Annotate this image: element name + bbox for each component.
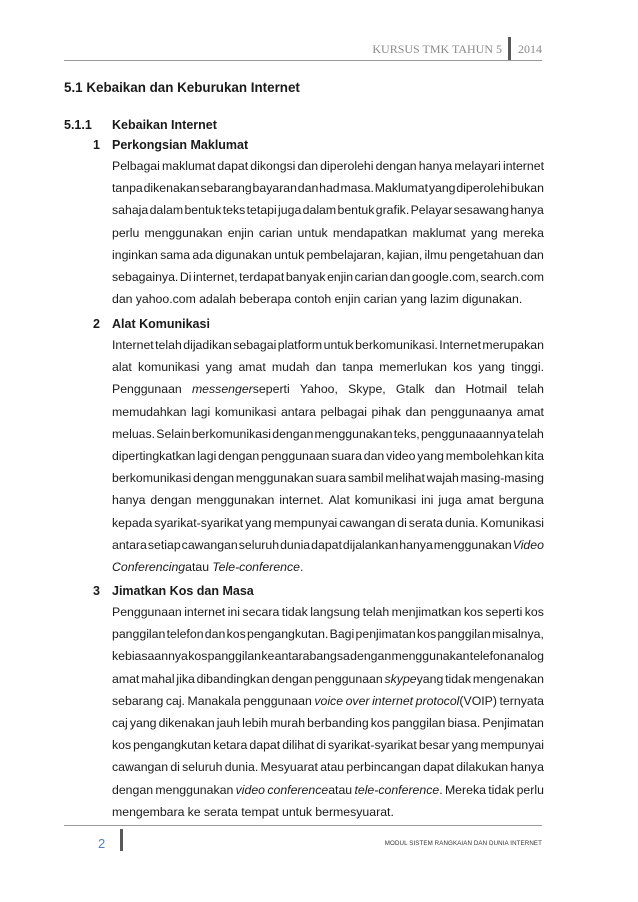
text-line: meluas. Selain berkomunikasi dengan menggunakan teks, penggunaaannya telah (112, 426, 544, 441)
text-line: inginkan sama ada digunakan untuk pembelajaran, kajian, ilmu pengetahuan dan (112, 247, 544, 262)
text-line: kebiasaannya kos panggilan ke antarabangsa dengan menggunakan telefon analog (112, 649, 544, 664)
footer-rule (64, 825, 542, 826)
text-line: tanpa dikenakan sebarang bayaran dan had masa. Maklumat yang diperolehi bukan (112, 181, 544, 196)
header-year: 2014 (518, 41, 542, 56)
list-item (64, 135, 544, 310)
item-heading (64, 135, 544, 155)
text-line: Pelbagai maklumat dapat dikongsi dan diperolehi dengan hanya melayari internet (112, 159, 544, 173)
header-rule (64, 60, 542, 61)
section-heading: 5.1 Kebaikan dan Keburukan Internet (64, 80, 300, 95)
text-line: mengembara ke serata tempat untuk bermesyuarat. (112, 804, 394, 819)
item-title: Jimatkan Kos dan Masa (112, 584, 254, 598)
text-line: sebagainya. Di internet, terdapat banyak enjin carian dan google.com, search.com (112, 269, 544, 284)
list-item (64, 581, 544, 823)
text-line: amat mahal jika dibandingkan dengan penggunaan skypeyang tidak mengenakan (112, 671, 544, 686)
item-title: Alat Komunikasi (112, 317, 210, 331)
paragraph (112, 155, 544, 310)
text-line: panggilan telefon dan kos pengangkutan. Bagi penjimatan kos panggilan misalnya, (112, 627, 544, 642)
text-line: dan yahoo.com adalah beberapa contoh enjin carian yang lazim digunakan. (112, 292, 523, 307)
page-number: 2 (98, 836, 106, 851)
paragraph (112, 334, 544, 578)
text-line: sebarang caj. Manakala penggunaan voice over internet protocol(VOIP) ternyata (112, 693, 544, 708)
header-title: KURSUS TMK TAHUN 5 (372, 41, 502, 56)
subsection-heading (64, 118, 217, 132)
text-line: Conferencingatau Tele-conference. (112, 559, 304, 574)
page-header (372, 38, 542, 60)
text-line: berkomunikasi dengan menggunakan suara sambil melihat wajah masing-masing (112, 471, 544, 486)
list-item (64, 314, 544, 578)
text-line: Penggunaan internet ini secara tidak langsung telah menjimatkan kos seperti kos (112, 605, 544, 619)
text-line: perlu menggunakan enjin carian untuk mendapatkan maklumat yang mereka (112, 225, 544, 240)
text-line: caj yang dikenakan jauh lebih murah berbanding kos panggilan biasa. Penjimatan (112, 715, 544, 730)
text-line: dengan menggunakan video conferenceatau tele-conference. Mereka tidak perlu (112, 782, 544, 797)
text-line: hanya dengan menggunakan internet. Alat komunikasi ini juga amat berguna (112, 493, 544, 508)
text-line: Internet telah dijadikan sebagai platform untuk berkomunikasi. Internet merupakan (112, 338, 544, 352)
text-line: alat komunikasi yang amat mudah dan tanpa memerlukan kos yang tinggi. (112, 360, 544, 375)
item-title: Perkongsian Maklumat (112, 138, 249, 152)
item-heading (64, 314, 544, 334)
text-line: sahaja dalam bentuk teks tetapi juga dalam bentuk grafik. Pelayar sesawang hanya (112, 203, 544, 218)
text-line: kos pengangkutan ketara dapat dilihat di syarikat-syarikat besar yang mempunyai (112, 738, 544, 753)
paragraph (112, 601, 544, 823)
text-line: dipertingkatkan lagi dengan penggunaan suara dan video yang membolehkan kita (112, 448, 544, 463)
header-divider (508, 37, 511, 61)
text-line: antara setiap cawangan seluruh dunia dapat dijalankan hanya menggunakan Video (112, 537, 544, 552)
item-number: 2 (93, 317, 100, 331)
item-number: 3 (93, 584, 100, 598)
text-line: memudahkan lagi komunikasi antara pelbagai pihak dan penggunaanya amat (112, 404, 544, 419)
subsection-number: 5.1.1 (64, 118, 92, 132)
item-number: 1 (93, 138, 100, 152)
text-line: Penggunaan messengerseperti Yahoo, Skype, Gtalk dan Hotmail telah (112, 382, 544, 397)
subsection-title: Kebaikan Internet (112, 118, 217, 132)
text-line: kepada syarikat-syarikat yang mempunyai cawangan di serata dunia. Komunikasi (112, 515, 544, 530)
footer-title: MODUL SISTEM RANGKAIAN DAN DUNIA INTERNET (384, 840, 542, 847)
footer-divider (120, 829, 123, 851)
text-line: cawangan di seluruh dunia. Mesyuarat atau perbincangan dapat dilakukan hanya (112, 760, 544, 775)
item-heading (64, 581, 544, 601)
